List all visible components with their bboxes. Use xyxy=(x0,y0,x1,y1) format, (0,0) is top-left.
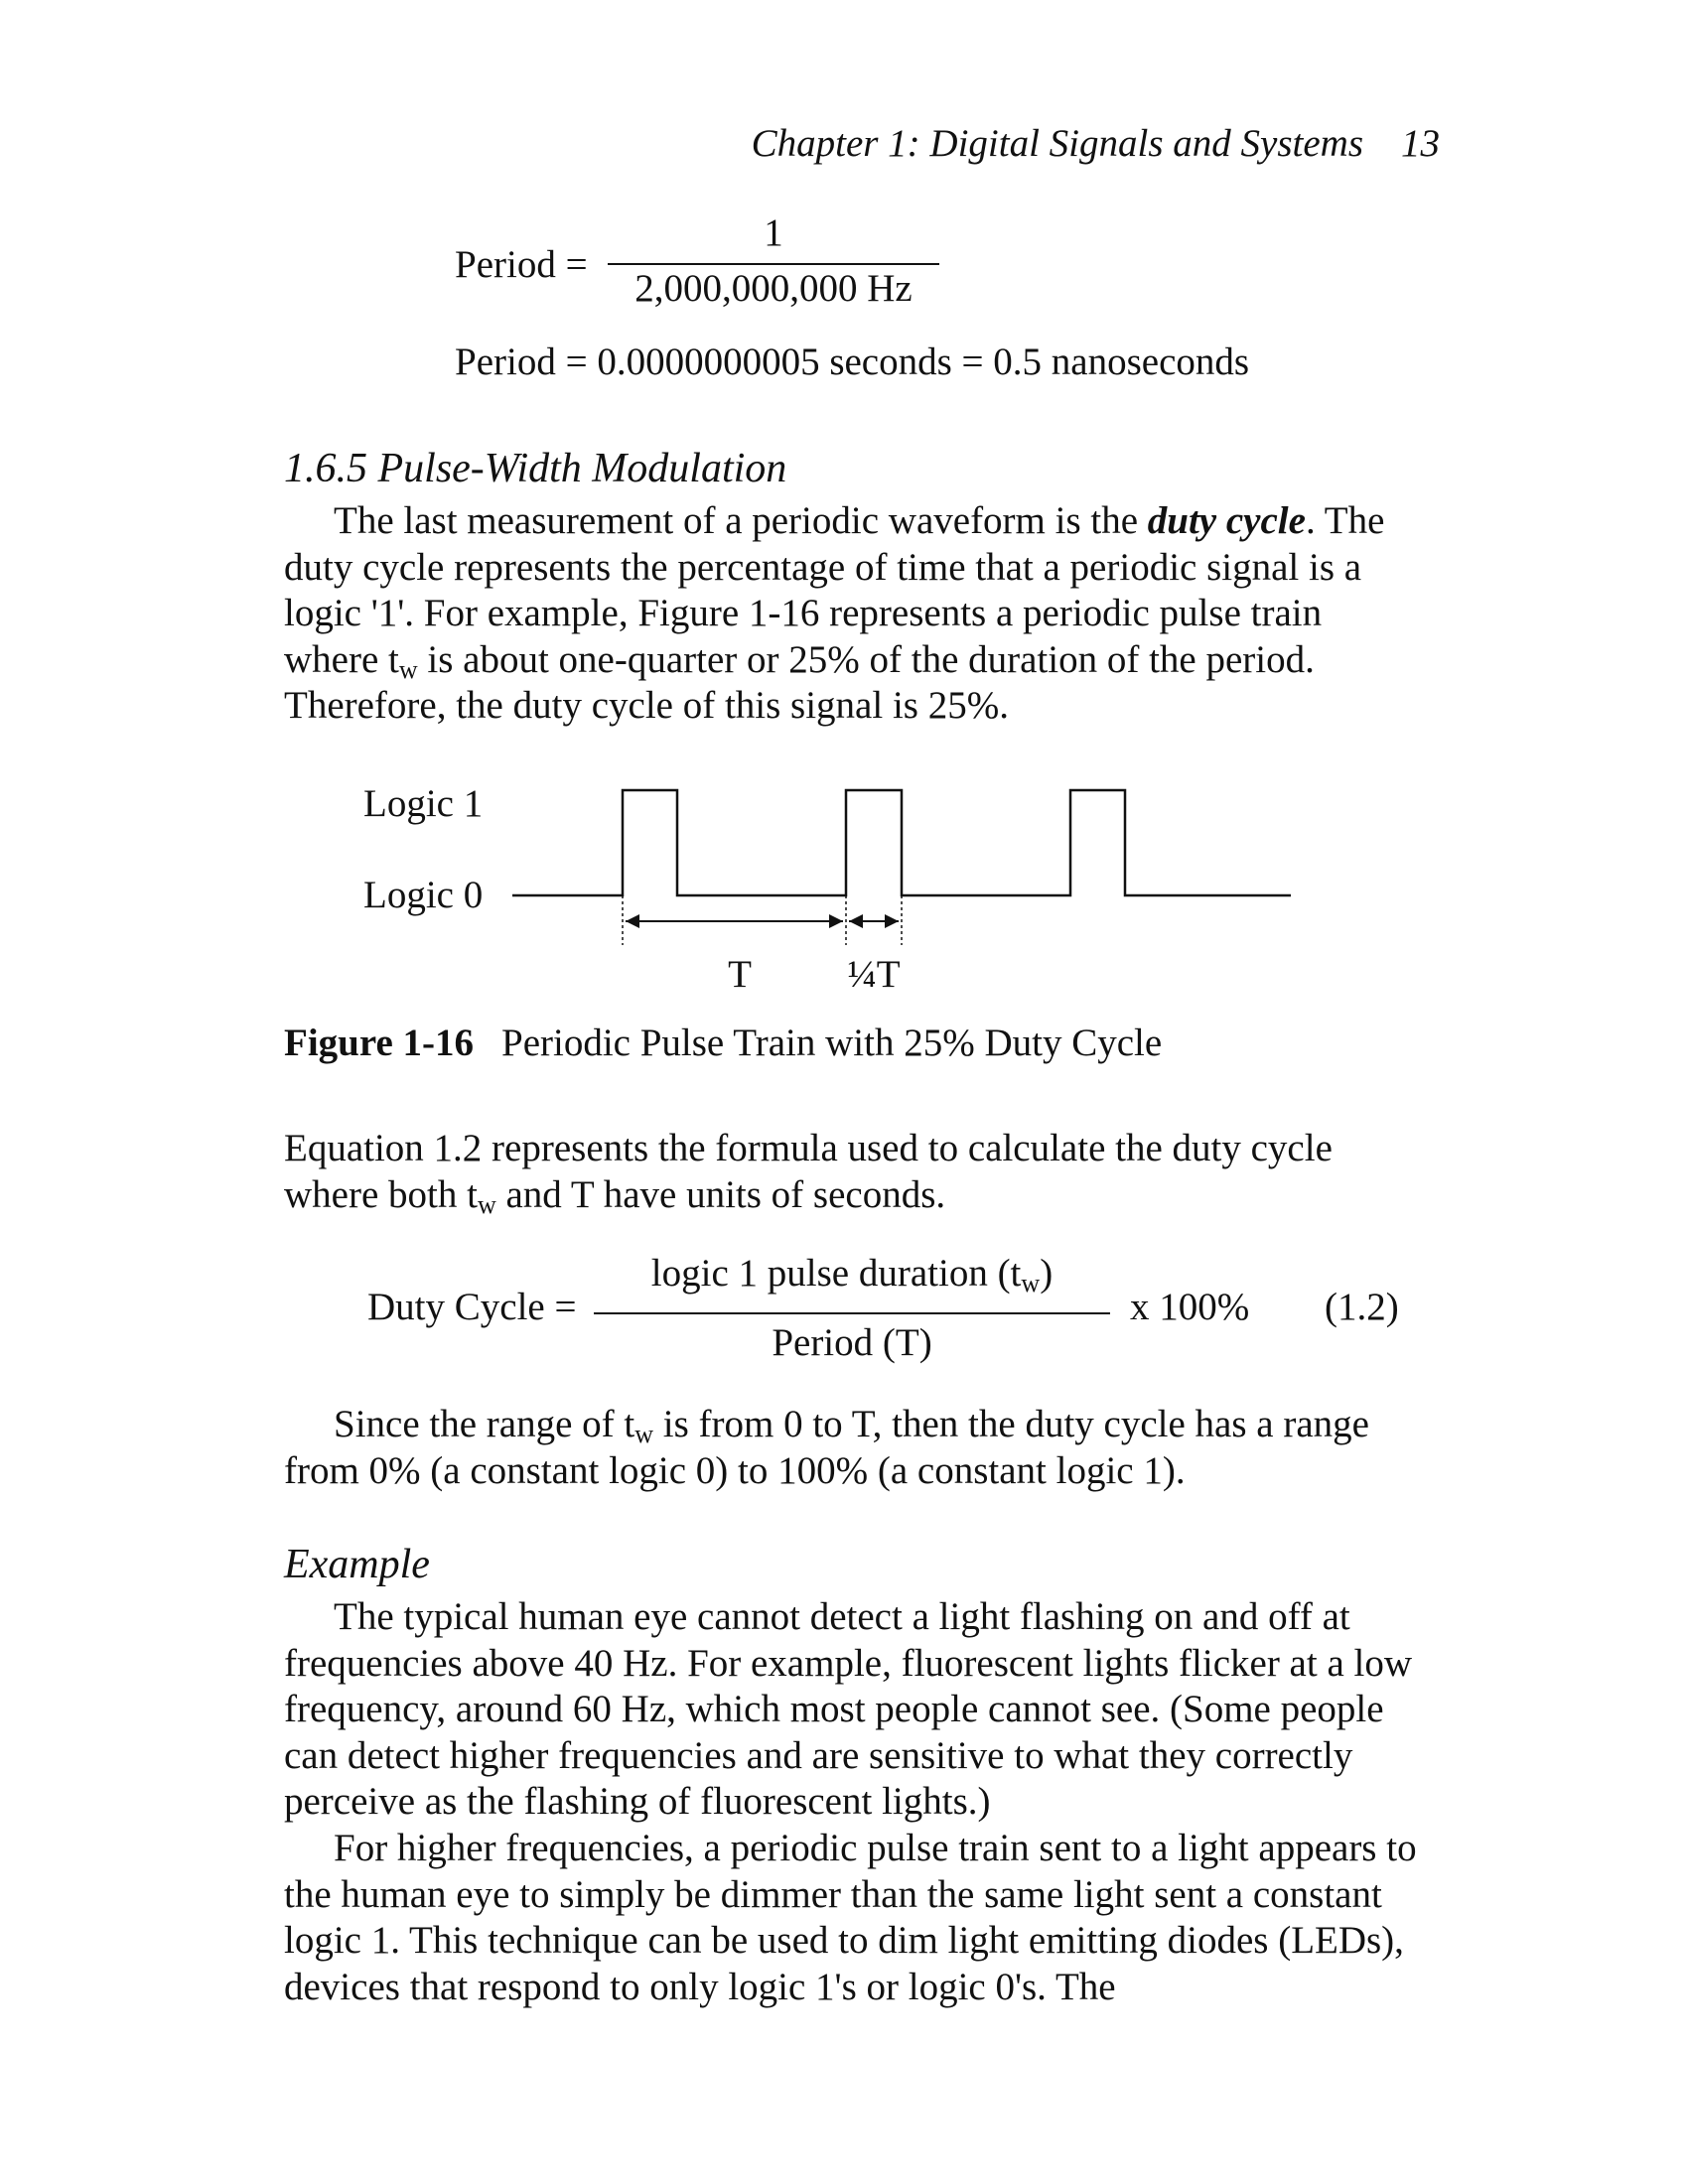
figure-caption-text: Periodic Pulse Train with 25% Duty Cycle xyxy=(501,1022,1163,1064)
paragraph-duty-range: Since the range of $t_w$ is from 0 to T, then the duty cycle has a range from 0% (a constant logic 0) to 100% (a constant logic 1). xyxy=(284,1403,1369,1492)
period-label: T xyxy=(728,953,752,996)
figure-caption xyxy=(284,1021,1162,1065)
duty-equation-numerator: logic 1 pulse duration $(t_w)$ xyxy=(650,1252,1054,1297)
logic1-label: Logic 1 xyxy=(363,782,484,825)
example-paragraph-1: The typical human eye cannot detect a light flashing on and off at frequencies above 40 Hz. For example, fluorescent lights flicker at a low frequency, around 60 Hz, which most people cannot see. (Some people can detect higher frequencies and are sensitive to what they correctly perceive as the flashing of fluorescent lights.) xyxy=(284,1595,1413,1823)
equation-number: (1.2) xyxy=(1325,1286,1399,1328)
section-heading: 1.6.5 Pulse-Width Modulation xyxy=(284,446,787,491)
example-heading: Example xyxy=(284,1542,430,1587)
duty-equation-denominator: Period (T) xyxy=(772,1321,932,1364)
period-equation-numerator: 1 xyxy=(764,211,783,254)
page-number: 13 xyxy=(1401,122,1440,165)
period-result: Period = 0.0000000005 seconds = 0.5 nanoseconds xyxy=(455,341,1250,383)
paragraph-equation-intro: Equation 1.2 represents the formula used to calculate the duty cycle where both $t_w$ and T have units of seconds. xyxy=(284,1127,1333,1219)
duty-fraction-bar xyxy=(594,1312,1110,1314)
logic0-label: Logic 0 xyxy=(363,874,484,916)
paragraph-duty-cycle-intro: The last measurement of a periodic waveform is the duty cycle. The duty cycle represents the percentage of time that a periodic signal is a logic '1'. For example, Figure 1-16 represents a periodic pulse train where $t_w$ is about one-quarter or 25% of the duration of the period. Therefore, the duty cycle of this signal is 25%. xyxy=(284,499,1385,727)
period-equation-denominator: 2,000,000,000 Hz xyxy=(634,267,913,310)
chapter-title: Chapter 1: Digital Signals and Systems xyxy=(751,122,1363,165)
pulse-waveform xyxy=(512,790,1291,895)
pulse-train-figure xyxy=(0,0,1688,1013)
duty-equation-lhs: Duty Cycle = xyxy=(367,1286,577,1328)
quarter-period-label: ¼T xyxy=(847,953,901,996)
figure-number: Figure 1-16 xyxy=(284,1022,475,1064)
duty-equation-multiplier: x 100% xyxy=(1130,1286,1250,1328)
term-duty-cycle: duty cycle xyxy=(1147,499,1306,542)
example-paragraph-2: For higher frequencies, a periodic pulse train sent to a light appears to the human eye to simply be dimmer than the same light sent a constant logic 1. This technique can be used to dim light emitting diodes (LEDs), devices that respond to only logic 1's or logic 0's. The xyxy=(284,1827,1417,2008)
period-equation-lhs: Period = xyxy=(455,243,588,286)
